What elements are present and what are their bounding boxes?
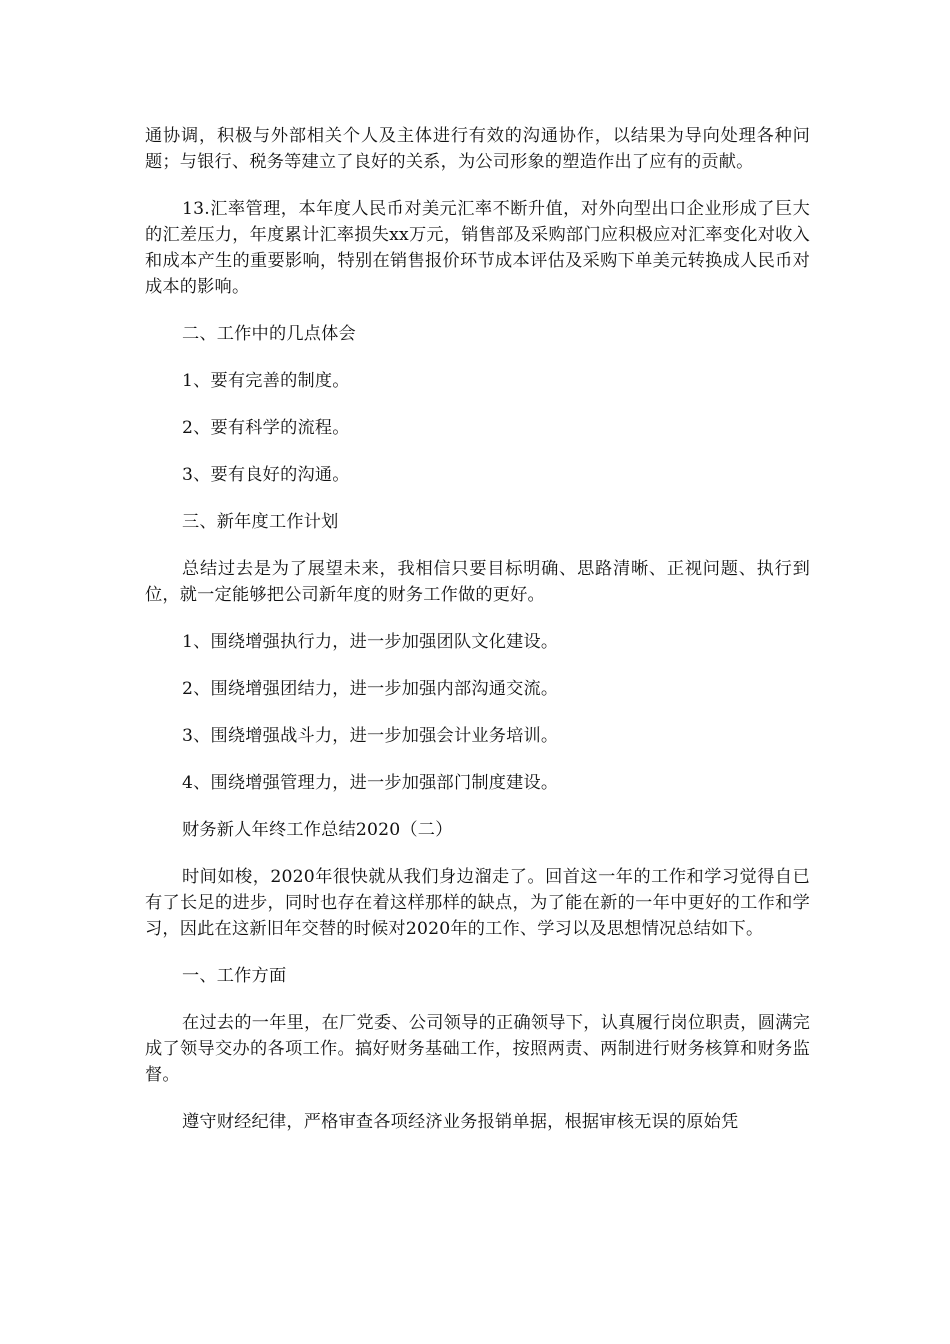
paragraph-continuation: 通协调，积极与外部相关个人及主体进行有效的沟通协作，以结果为导向处理各种问题；与银行、税务等建立了良好的关系，为公司形象的塑造作出了应有的贡献。 [145, 126, 810, 172]
section-heading-plan: 三、新年度工作计划 [182, 512, 339, 532]
list-item: 3、要有良好的沟通。 [182, 465, 350, 485]
list-item: 1、要有完善的制度。 [182, 371, 350, 391]
list-item: 2、要有科学的流程。 [182, 418, 350, 438]
document-subtitle: 财务新人年终工作总结2020（二） [182, 820, 453, 840]
list-item: 4、围绕增强管理力，进一步加强部门制度建设。 [182, 773, 559, 793]
section-heading-work: 一、工作方面 [182, 966, 287, 986]
section-heading-experience: 二、工作中的几点体会 [182, 324, 356, 344]
list-item: 3、围绕增强战斗力，进一步加强会计业务培训。 [182, 726, 559, 746]
document-body [145, 123, 810, 1156]
paragraph-work: 在过去的一年里，在厂党委、公司领导的正确领导下，认真履行岗位职责，圆满完成了领导交办的各项工作。搞好财务基础工作，按照两责、两制进行财务核算和财务监督。 [145, 1013, 810, 1085]
paragraph-summary: 总结过去是为了展望未来，我相信只要目标明确、思路清晰、正视问题、执行到位，就一定能够把公司新年度的财务工作做的更好。 [145, 559, 810, 605]
paragraph-intro: 时间如梭，2020年很快就从我们身边溜走了。回首这一年的工作和学习觉得自已有了长足的进步，同时也存在着这样那样的缺点，为了能在新的一年中更好的工作和学习，因此在这新旧年交替的时候对2020年的工作、学习以及思想情况总结如下。 [145, 867, 810, 939]
paragraph-exchange-rate: 13.汇率管理，本年度人民币对美元汇率不断升值，对外向型出口企业形成了巨大的汇差压力，年度累计汇率损失xx万元，销售部及采购部门应积极应对汇率变化对收入和成本产生的重要影响，特别在销售报价环节成本评估及采购下单美元转换成人民币对成本的影响。 [145, 199, 810, 297]
list-item: 2、围绕增强团结力，进一步加强内部沟通交流。 [182, 679, 559, 699]
list-item: 1、围绕增强执行力，进一步加强团队文化建设。 [182, 632, 559, 652]
paragraph-discipline: 遵守财经纪律，严格审查各项经济业务报销单据，根据审核无误的原始凭 [182, 1112, 739, 1132]
